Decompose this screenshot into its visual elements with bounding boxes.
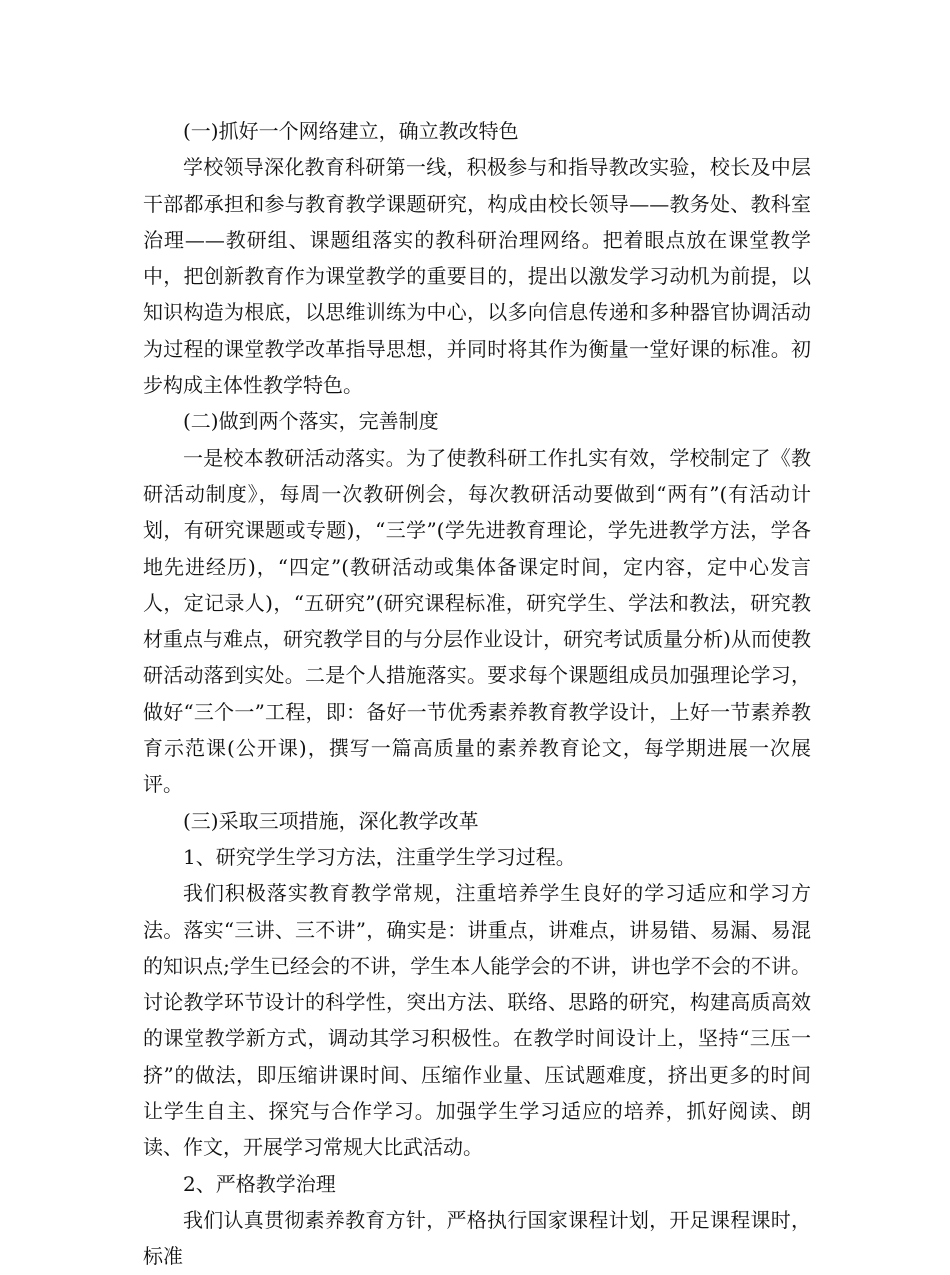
section-heading-2: (二)做到两个落实，完善制度	[183, 409, 439, 434]
body-paragraph: 我们积极落实教育教学常规，注重培养学生良好的学习适应和学习方法。落实“三讲、三不讲”，确实是：讲重点，讲难点，讲易错、易漏、易混的知识点;学生已经会的不讲，学生本人能学会的不讲，讲也学不会的不讲。讨论教学环节设计的科学性，突出方法、联络、思路的研究，构建高质高效的课堂教学新方式，调动其学习积极性。在教学时间设计上，坚持“三压一挤”的做法，即压缩讲课时间、压缩作业量、压试题难度，挤出更多的时间让学生自主、探究与合作学习。加强学生学习适应的培养，抓好阅读、朗读、作文，开展学习常规大比武活动。	[143, 881, 811, 1160]
document-body	[143, 113, 811, 1275]
section-heading-1: (一)抓好一个网络建立，确立教改特色	[183, 119, 519, 143]
subsection-heading-2: 2、严格教学治理	[183, 1171, 336, 1196]
body-paragraph: 我们认真贯彻素养教育方针，严格执行国家课程计划，开足课程课时，标准	[143, 1207, 811, 1269]
subsection-heading-1: 1、研究学生学习方法，注重学生学习过程。	[183, 844, 576, 869]
body-paragraph: 学校领导深化教育科研第一线，积极参与和指导教改实验，校长及中层干部都承担和参与教育教学课题研究，构成由校长领导——教务处、教科室治理——教研组、课题组落实的教科研治理网络。把着眼点放在课堂教学中，把创新教育作为课堂教学的重要目的，提出以激发学习动机为前提，以知识构造为根底，以思维训练为中心，以多向信息传递和多种器官协调活动为过程的课堂教学改革指导思想，并同时将其作为衡量一堂好课的标准。初步构成主体性教学特色。	[143, 155, 811, 398]
section-heading-3: (三)采取三项措施，深化教学改革	[183, 808, 479, 833]
body-paragraph: 一是校本教研活动落实。为了使教科研工作扎实有效，学校制定了《教研活动制度》，每周一次教研例会，每次教研活动要做到“两有”(有活动计划，有研究课题或专题)，“三学”(学先进教育理论，学先进教学方法，学各地先进经历)，“四定”(教研活动或集体备课定时间，定内容，定中心发言人，定记录人)，“五研究”(研究课程标准，研究学生、学法和教法，研究教材重点与难点，研究教学目的与分层作业设计，研究考试质量分析)从而使教研活动落到实处。二是个人措施落实。要求每个课题组成员加强理论学习，做好“三个一”工程，即：备好一节优秀素养教育教学设计，上好一节素养教育示范课(公开课)，撰写一篇高质量的素养教育论文，每学期进展一次展评。	[143, 445, 811, 797]
